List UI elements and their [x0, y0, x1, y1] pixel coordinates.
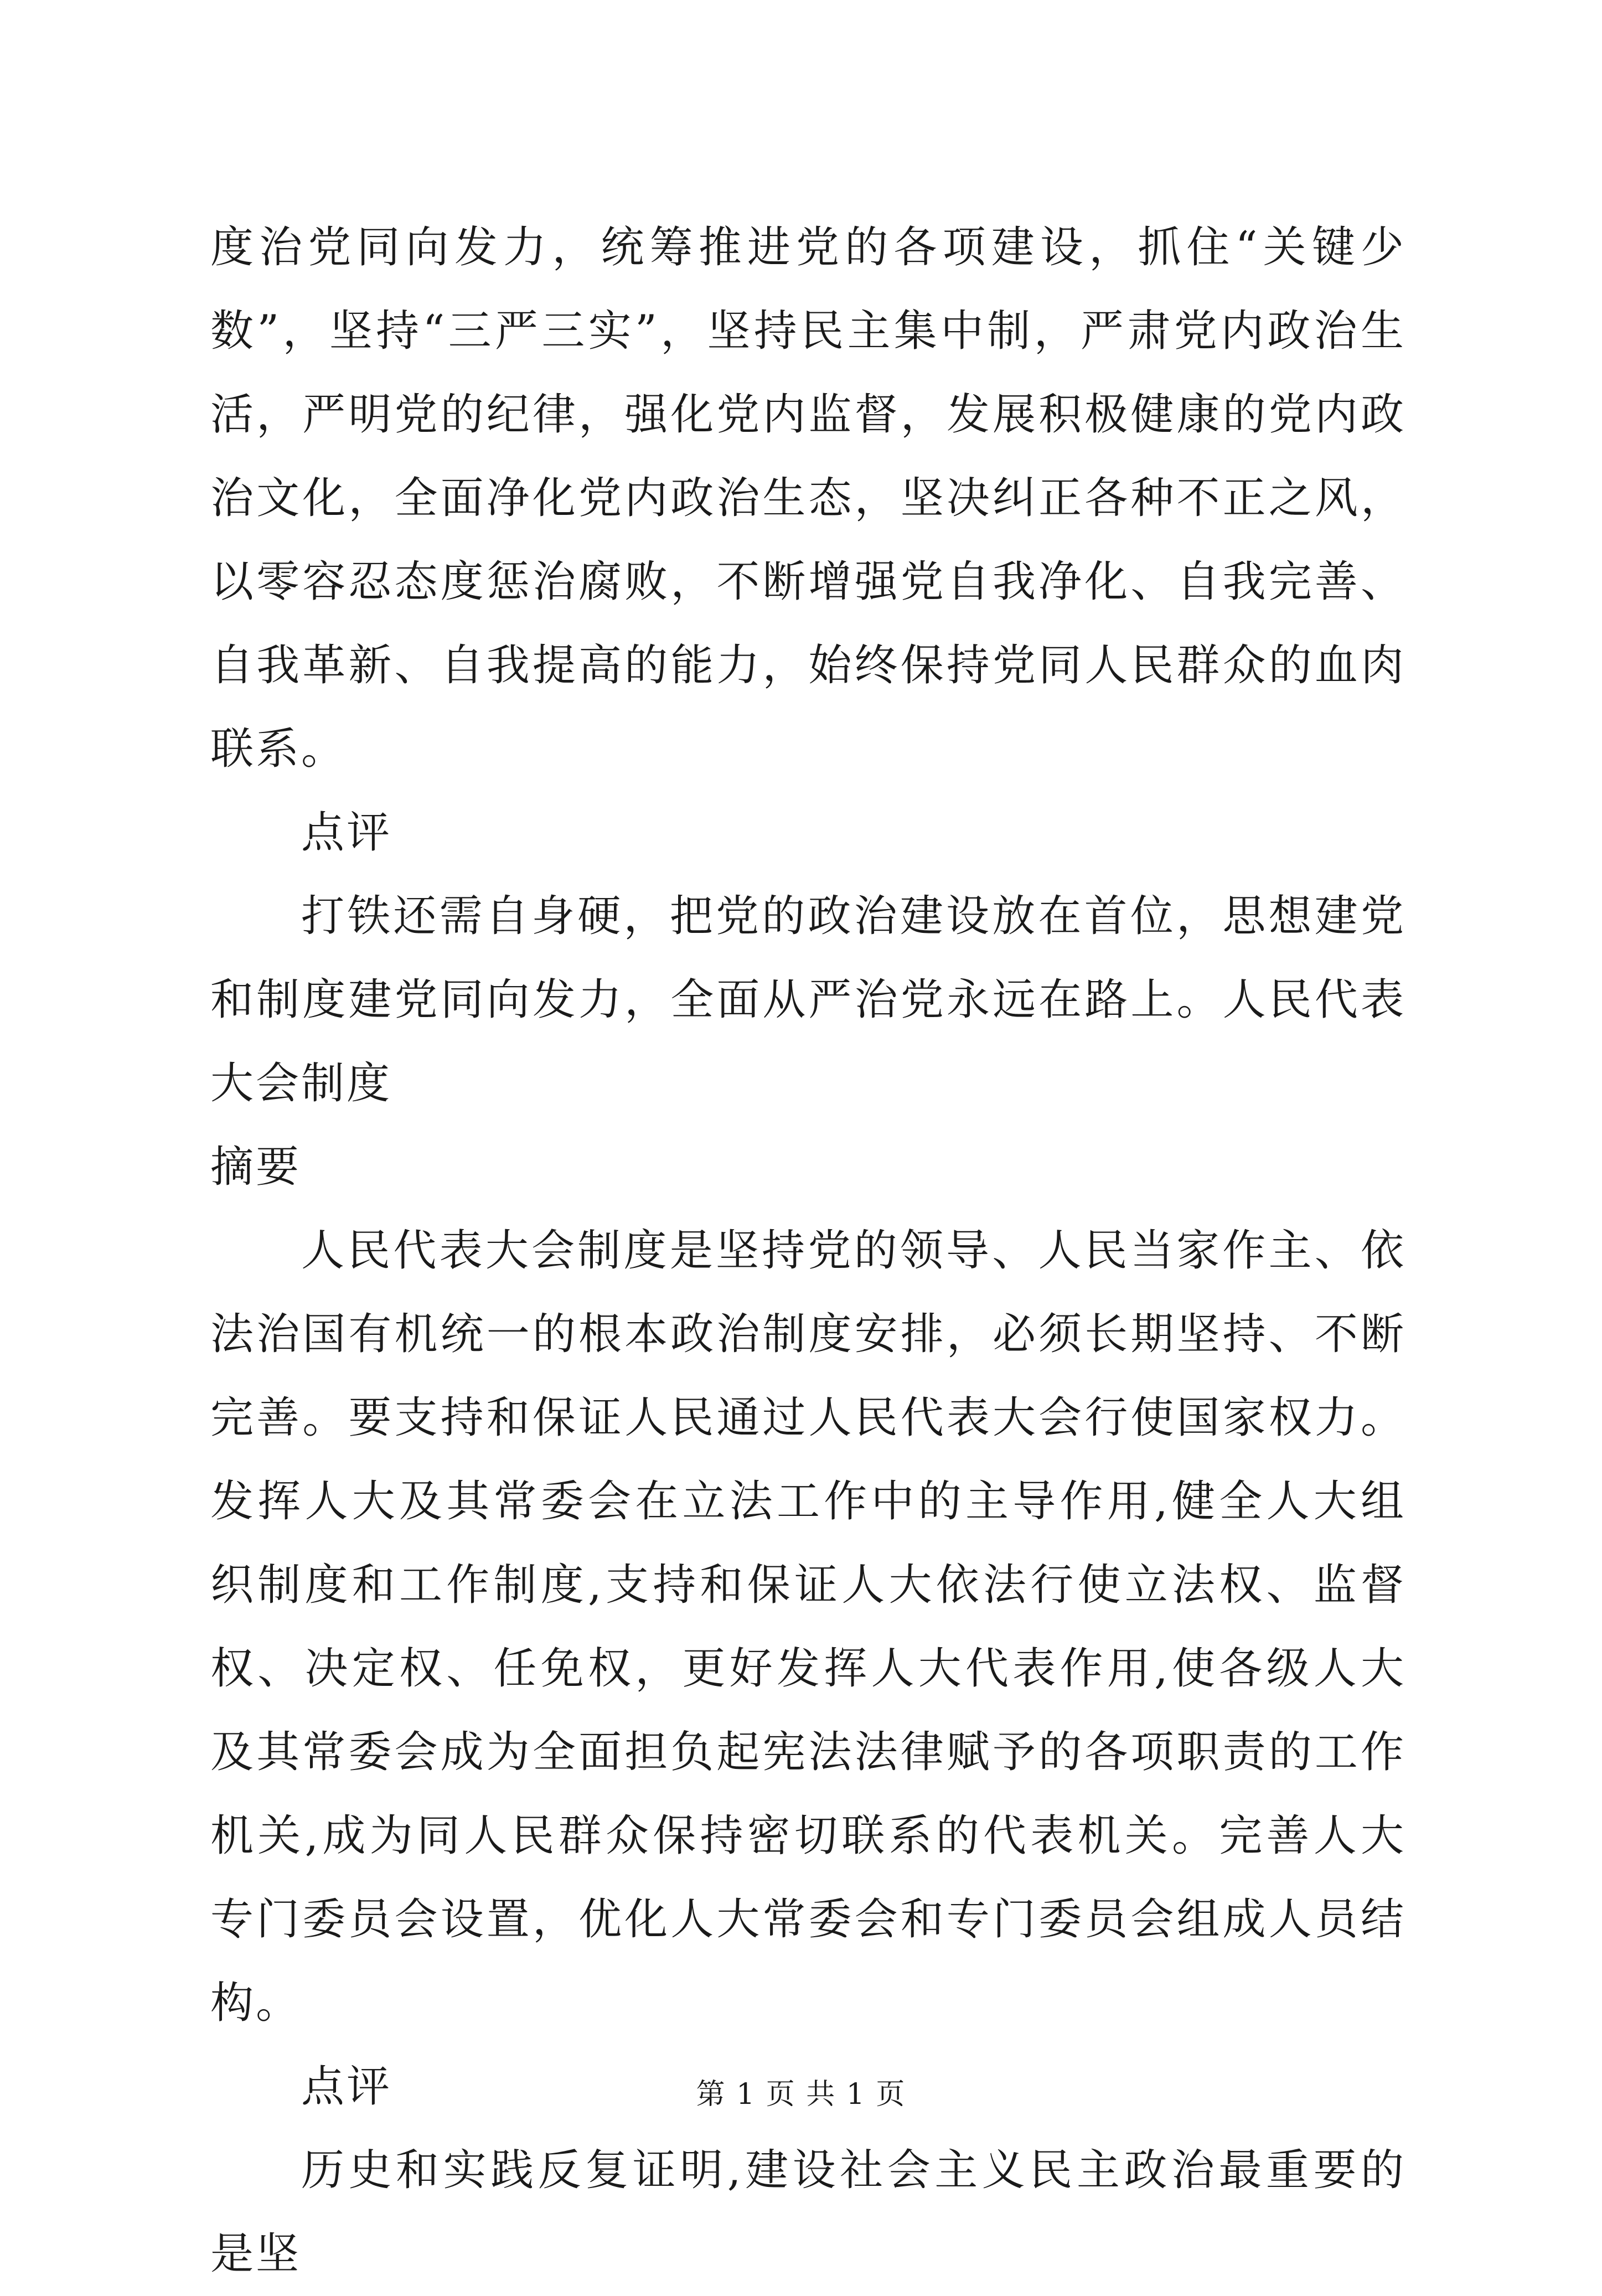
- paragraph-npc-system: 人民代表大会制度是坚持党的领导、人民当家作主、依法治国有机统一的根本政治制度安排，必须长期坚持、不断完善。要支持和保证人民通过人民代表大会行使国家权力。发挥人大及其常委会在立法工作中的主导作用,健全人大组织制度和工作制度,支持和保证人大依法行使立法权、监督权、决定权、任免权，更好发挥人大代表作用,使各级人大及其常委会成为全面担负起宪法法律赋予的各项职责的工作机关,成为同人民群众保持密切联系的代表机关。完善人大专门委员会设置，优化人大常委会和专门委员会组成人员结构。: [210, 1226, 1406, 2028]
- heading-comment-2: 点评: [301, 2062, 392, 2112]
- page-footer: 第 1 页 共 1 页: [696, 2078, 906, 2111]
- document-body: [210, 206, 1406, 2296]
- paragraph-history: 历史和实践反复证明,建设社会主义民主政治最重要的是坚: [210, 2145, 1406, 2279]
- paragraph-comment: 打铁还需自身硬，把党的政治建设放在首位，思想建党和制度建党同向发力，全面从严治党永远在路上。人民代表大会制度: [210, 891, 1406, 1108]
- heading-comment: 点评: [301, 808, 392, 858]
- paragraph-continuation: 度治党同向发力，统筹推进党的各项建设，抓住“关键少数”，坚持“三严三实”，坚持民主集中制，严肃党内政治生活，严明党的纪律，强化党内监督，发展积极健康的党内政治文化，全面净化党内政治生态，坚决纠正各种不正之风，以零容忍态度惩治腐败，不断增强党自我净化、自我完善、自我革新、自我提高的能力，始终保持党同人民群众的血肉联系。: [210, 223, 1406, 774]
- heading-abstract: 摘要: [210, 1142, 302, 1192]
